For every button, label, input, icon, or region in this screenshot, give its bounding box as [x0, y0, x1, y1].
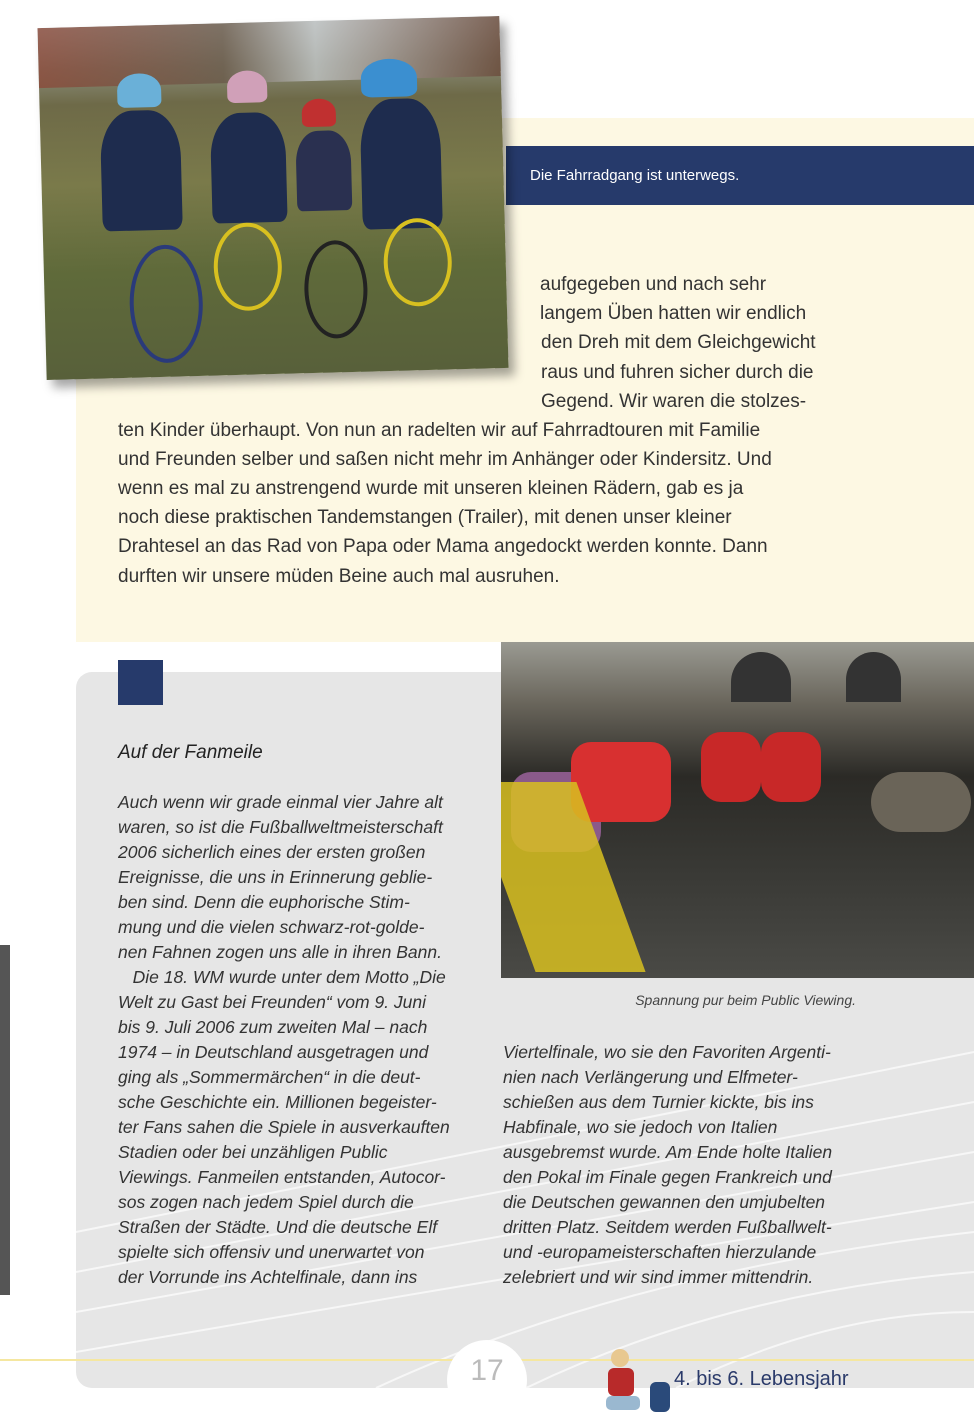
paragraph-line: noch diese praktischen Tandemstangen (Trailer), mit denen unser kleiner	[118, 507, 732, 528]
text-line: der Vorrunde ins Achtelfinale, dann ins	[118, 1267, 418, 1287]
text-line: 1974 – in Deutschland ausgetragen und	[118, 1042, 429, 1062]
text-line: spielte sich offensiv und unerwartet von	[118, 1242, 425, 1262]
text-line: ben sind. Denn die euphorische Stim-	[118, 892, 410, 912]
paragraph-line: aufgegeben und nach sehr	[540, 274, 767, 295]
text-line: 2006 sicherlich eines der ersten großen	[118, 842, 426, 862]
left-edge-bar	[0, 945, 10, 1295]
text-line: Straßen der Städte. Und die deutsche Elf	[118, 1217, 438, 1237]
text-line: bis 9. Juli 2006 zum zweiten Mal – nach	[118, 1017, 428, 1037]
photo-public-viewing	[501, 642, 974, 978]
text-line: Stadien oder bei unzähligen Public	[118, 1142, 388, 1162]
paragraph-line: Gegend. Wir waren die stolzes-	[541, 391, 807, 412]
paragraph-line: Drahtesel an das Rad von Papa oder Mama angedockt werden konnte. Dann	[118, 536, 768, 557]
paragraph-line: und Freunden selber und saßen nicht mehr im Anhänger oder Kindersitz. Und	[118, 449, 772, 470]
text-line: Habfinale, wo sie jedoch von Italien	[503, 1117, 778, 1137]
text-line: Viertelfinale, wo sie den Favoriten Argenti-	[503, 1042, 831, 1062]
section-heading: Auf der Fanmeile	[118, 742, 263, 763]
text-line: Ereignisse, die uns in Erinnerung geblie-	[118, 867, 433, 887]
paragraph-line: raus und fuhren sicher durch die	[541, 362, 814, 383]
paragraph-line: langem Üben hatten wir endlich	[540, 303, 807, 324]
child-illustration	[598, 1346, 678, 1416]
text-line: sche Geschichte ein. Millionen begeister-	[118, 1092, 437, 1112]
text-line: Welt zu Gast bei Freunden“ vom 9. Juni	[118, 992, 427, 1012]
photo-kids-on-bikes	[37, 16, 508, 380]
page-number: 17	[470, 1354, 504, 1387]
section-label: 4. bis 6. Lebensjahr	[674, 1368, 849, 1390]
text-line: dritten Platz. Seitdem werden Fußballwelt-	[503, 1217, 832, 1237]
text-line: zelebriert und wir sind immer mittendrin.	[503, 1267, 814, 1287]
text-line: Viewings. Fanmeilen entstanden, Autocor-	[118, 1167, 446, 1187]
text-line: schießen aus dem Turnier kickte, bis ins	[503, 1092, 814, 1112]
text-line: mung und die vielen schwarz-rot-golde-	[118, 917, 425, 937]
text-line: die Deutschen gewannen den umjubelten	[503, 1192, 826, 1212]
text-line: ter Fans sahen die Spiele in ausverkauften	[118, 1117, 450, 1137]
text-line: waren, so ist die Fußballweltmeisterschaft	[118, 817, 443, 837]
photo-caption-bar: Die Fahrradgang ist unterwegs.	[506, 146, 974, 205]
paragraph-line: wenn es mal zu anstrengend wurde mit unseren kleinen Rädern, gab es ja	[118, 478, 744, 499]
text-line: Die 18. WM wurde unter dem Motto „Die	[118, 967, 446, 987]
text-line: Auch wenn wir grade einmal vier Jahre alt	[118, 792, 443, 812]
text-line: ging als „Sommermärchen“ in die deut-	[118, 1067, 421, 1087]
text-line: und -europameisterschaften hierzulande	[503, 1242, 817, 1262]
text-line: nien nach Verlängerung und Elfmeter-	[503, 1067, 798, 1087]
paragraph-line: durften wir unsere müden Beine auch mal ausruhen.	[118, 566, 560, 587]
paragraph-line: den Dreh mit dem Gleichgewicht	[541, 332, 816, 353]
text-line: ausgebremst wurde. Am Ende holte Italien	[503, 1142, 833, 1162]
photo-caption: Spannung pur beim Public Viewing.	[635, 992, 856, 1008]
text-line: sos zogen nach jedem Spiel durch die	[118, 1192, 414, 1212]
section-marker-square	[118, 660, 163, 705]
text-line: den Pokal im Finale gegen Frankreich und	[503, 1167, 832, 1187]
text-line: nen Fahnen zogen uns alle in ihren Bann.	[118, 942, 442, 962]
paragraph-line: ten Kinder überhaupt. Von nun an radelten wir auf Fahrradtouren mit Familie	[118, 420, 761, 441]
